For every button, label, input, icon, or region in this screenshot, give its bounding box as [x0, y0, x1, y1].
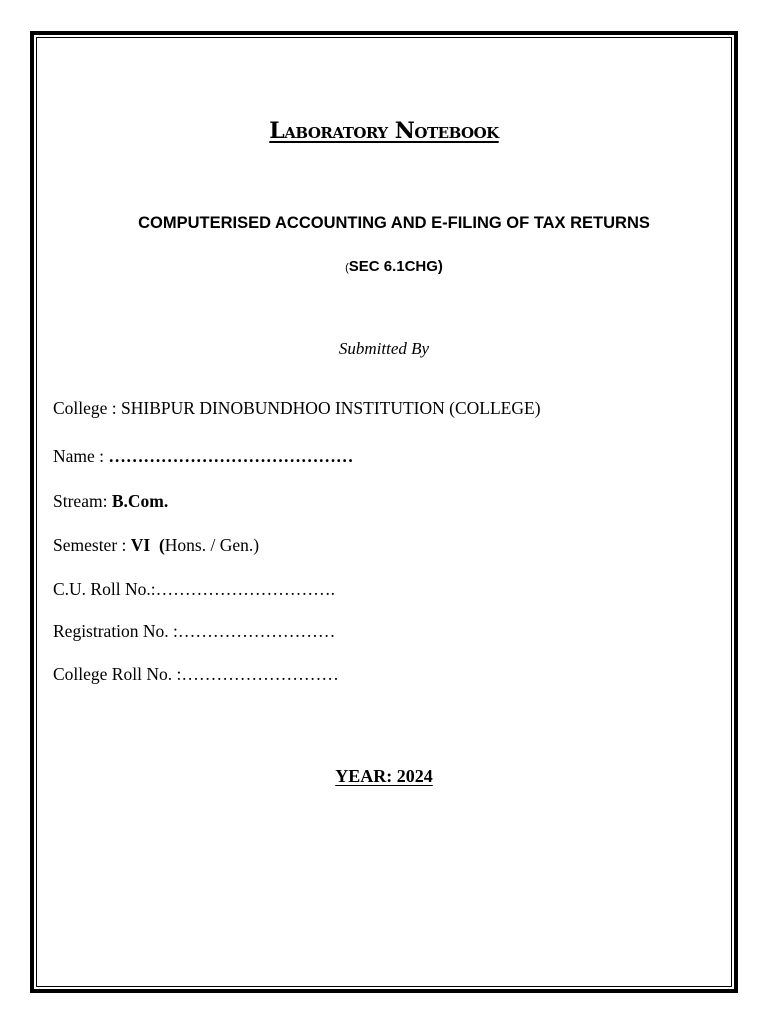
college-roll-label: College Roll No. :	[53, 664, 182, 684]
document-title: Laboratory Notebook	[269, 118, 499, 144]
stream-label: Stream:	[53, 491, 112, 511]
registration-value: ………………………	[177, 621, 336, 641]
cu-roll-value: ………………………….	[155, 579, 335, 599]
college-roll-field	[53, 664, 339, 685]
stream-field	[53, 491, 168, 512]
page-border-inner	[36, 37, 732, 987]
name-field	[53, 446, 353, 467]
cu-roll-field	[53, 579, 335, 600]
college-field	[53, 398, 541, 419]
year-label: YEAR: 2024	[335, 766, 433, 786]
semester-suffix: Hons. / Gen.)	[164, 535, 260, 555]
submitted-by-label: Submitted By	[338, 339, 430, 358]
college-value: SHIBPUR DINOBUNDHOO INSTITUTION (COLLEGE)	[121, 398, 541, 418]
paper-code-text: SEC 6.1CHG)	[348, 258, 443, 275]
cu-roll-label: C.U. Roll No.:	[53, 579, 156, 599]
subject-heading: COMPUTERISED ACCOUNTING AND E-FILING OF TAX RETURNS	[138, 214, 650, 232]
paper-code-open-paren: (	[345, 262, 349, 274]
semester-label: Semester :	[53, 535, 131, 555]
registration-field	[53, 621, 335, 642]
semester-value: VI (	[130, 535, 165, 555]
paper-code	[0, 258, 768, 275]
semester-field	[53, 535, 259, 556]
name-value: ……………………………………	[108, 446, 354, 466]
name-label: Name :	[53, 446, 109, 466]
college-label: College :	[53, 398, 122, 418]
registration-label: Registration No. :	[53, 621, 178, 641]
college-roll-value: ………………………	[181, 664, 339, 684]
stream-value: B.Com.	[111, 491, 169, 511]
